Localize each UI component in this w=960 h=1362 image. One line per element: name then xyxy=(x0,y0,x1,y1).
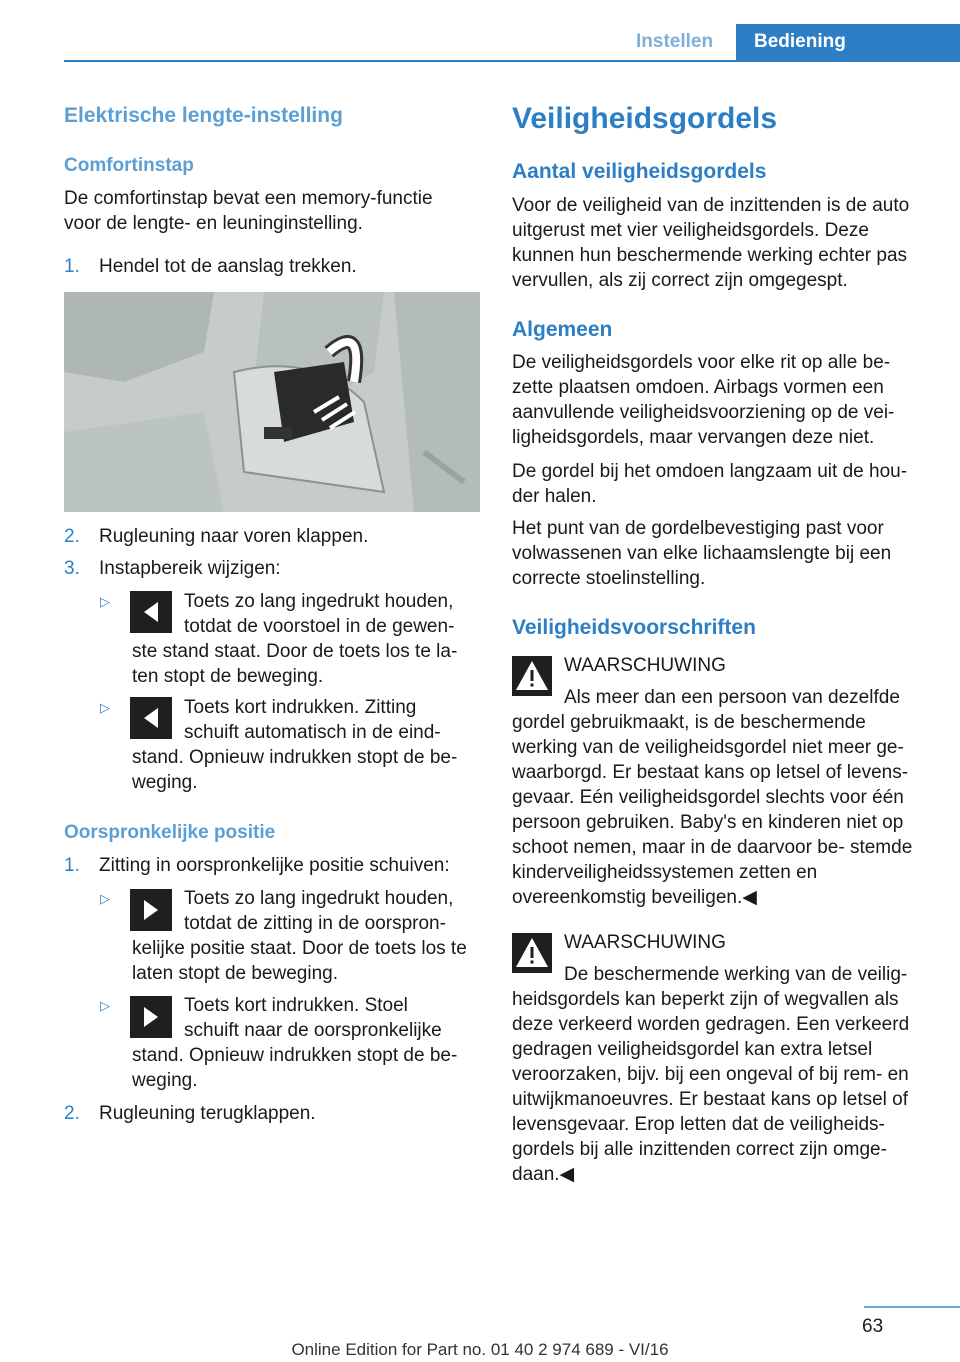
subheading-aantal: Aantal veiligheidsgordels xyxy=(512,160,767,183)
step-number: 1. xyxy=(64,855,80,876)
footer-rule xyxy=(864,1306,960,1308)
right-arrow-key-icon xyxy=(130,996,172,1038)
subheading-voorschriften: Veiligheidsvoorschriften xyxy=(512,616,756,639)
step-text: Rugleuning naar voren klappen. xyxy=(99,526,369,547)
section-title-veiligheidsgordels: Veiligheidsgordels xyxy=(512,102,778,135)
warning-icon xyxy=(512,656,552,696)
bullet-text: totdat de voorstoel in de gewen- xyxy=(184,616,455,637)
subheading-oorspronkelijke: Oorspronkelijke positie xyxy=(64,822,276,843)
warning-title: WAARSCHUWING xyxy=(564,655,726,676)
left-arrow-key-icon xyxy=(130,591,172,633)
tab-bediening[interactable]: Bediening xyxy=(736,24,960,60)
page-number: 63 xyxy=(862,1316,884,1337)
paragraph-comfortinstap: De comfortinstap bevat een memory-functie voor de lengte- en leuninginstelling. xyxy=(64,188,433,234)
bullet-marker: ▷ xyxy=(100,891,110,906)
right-arrow-key-icon xyxy=(130,889,172,931)
bullet-text: stand. Opnieuw indrukken stopt de be- weging. xyxy=(132,1045,458,1091)
bullet-text: stand. Opnieuw indrukken stopt de be- weging. xyxy=(132,747,458,793)
bullet-text: Toets zo lang ingedrukt houden, xyxy=(184,888,454,909)
warning-text: De beschermende werking van de veilig- xyxy=(564,964,908,985)
left-arrow-key-icon xyxy=(130,697,172,739)
bullet-text: kelijke positie staat. Door de toets los te laten stopt de beweging. xyxy=(132,938,467,984)
paragraph-aantal: Voor de veiligheid van de inzittenden is de auto uitgerust met vier veiligheidsgordels. Deze kunnen hun beschermende werking echter pas vervullen, als zij correct zijn omgegespt. xyxy=(512,195,910,291)
bullet-marker: ▷ xyxy=(100,594,110,609)
bullet-marker: ▷ xyxy=(100,700,110,715)
warning-text: gordel gebruikmaakt, is de beschermende werking van de veiligheidsgordel niet meer ge- waarborgd. Er bestaat kans op letsel of levens- gevaar. Eén veiligheidsgordel slechts voor één persoon gebruiken. Baby's en kinderen niet op schoot nemen, maar in de daarvoor be- stemde kinderveiligheidssystemen zetten en overeenkomstig beveiligen.◀ xyxy=(512,712,913,908)
bullet-marker: ▷ xyxy=(100,998,110,1013)
bullet-text: Toets zo lang ingedrukt houden, xyxy=(184,591,454,612)
bullet-text: ste stand staat. Door de toets los te la- ten stopt de beweging. xyxy=(132,641,458,687)
bullet-text: totdat de zitting in de oorspron- xyxy=(184,913,446,934)
step-text: Instapbereik wijzigen: xyxy=(99,558,281,579)
bullet-text: Toets kort indrukken. Zitting xyxy=(184,697,417,718)
header-rule xyxy=(64,60,960,62)
bullet-text: schuift naar de oorspronkelijke xyxy=(184,1020,442,1041)
paragraph-algemeen: De veiligheidsgordels voor elke rit op alle be- zette plaatsen omdoen. Airbags vormen een aanvullende veiligheidsvoorziening op de vei- ligheidsgordels, maar vervangen deze niet. xyxy=(512,352,895,448)
warning-title: WAARSCHUWING xyxy=(564,932,726,953)
warning-text: Als meer dan een persoon van dezelfde xyxy=(564,687,900,708)
step-number: 1. xyxy=(64,256,80,277)
warning-text: heidsgordels kan beperkt zijn of wegvallen als deze verkeerd worden gedragen. Een verkeerd gedragen veiligheidsgordel kan extra letsel veroorzaken, bijv. bij een ongeval of bij rem- en uitwijkmanoeuvres. Er bestaat kans op letsel of levensgevaar. Erop letten dat de veiligheids- gordels bij alle inzittenden correct zijn omge- daan.◀ xyxy=(512,989,910,1185)
step-number: 2. xyxy=(64,1103,80,1124)
step-text: Rugleuning terugklappen. xyxy=(99,1103,316,1124)
tab-instellen[interactable]: Instellen xyxy=(636,31,714,52)
paragraph-bevestiging: Het punt van de gordelbevestiging past voor volwassenen van elke lichaamslengte bij een correcte stoelinstelling. xyxy=(512,518,892,589)
step-number: 2. xyxy=(64,526,80,547)
edition-footer: Online Edition for Part no. 01 40 2 974 689 - VI/16 xyxy=(291,1340,669,1359)
bullet-text: Toets kort indrukken. Stoel xyxy=(184,995,408,1016)
subheading-algemeen: Algemeen xyxy=(512,318,613,341)
step-text: Zitting in oorspronkelijke positie schuiven: xyxy=(99,855,450,876)
step-text: Hendel tot de aanslag trekken. xyxy=(99,256,357,277)
seat-lever-illustration xyxy=(64,292,480,512)
warning-icon xyxy=(512,933,552,973)
bullet-text: schuift automatisch in de eind- xyxy=(184,722,441,743)
subheading-comfortinstap: Comfortinstap xyxy=(64,155,194,176)
step-number: 3. xyxy=(64,558,80,579)
paragraph-gordel: De gordel bij het omdoen langzaam uit de hou- der halen. xyxy=(512,461,908,507)
seat-lever-photo xyxy=(64,292,480,512)
section-title-lengte: Elektrische lengte-instelling xyxy=(64,104,343,127)
